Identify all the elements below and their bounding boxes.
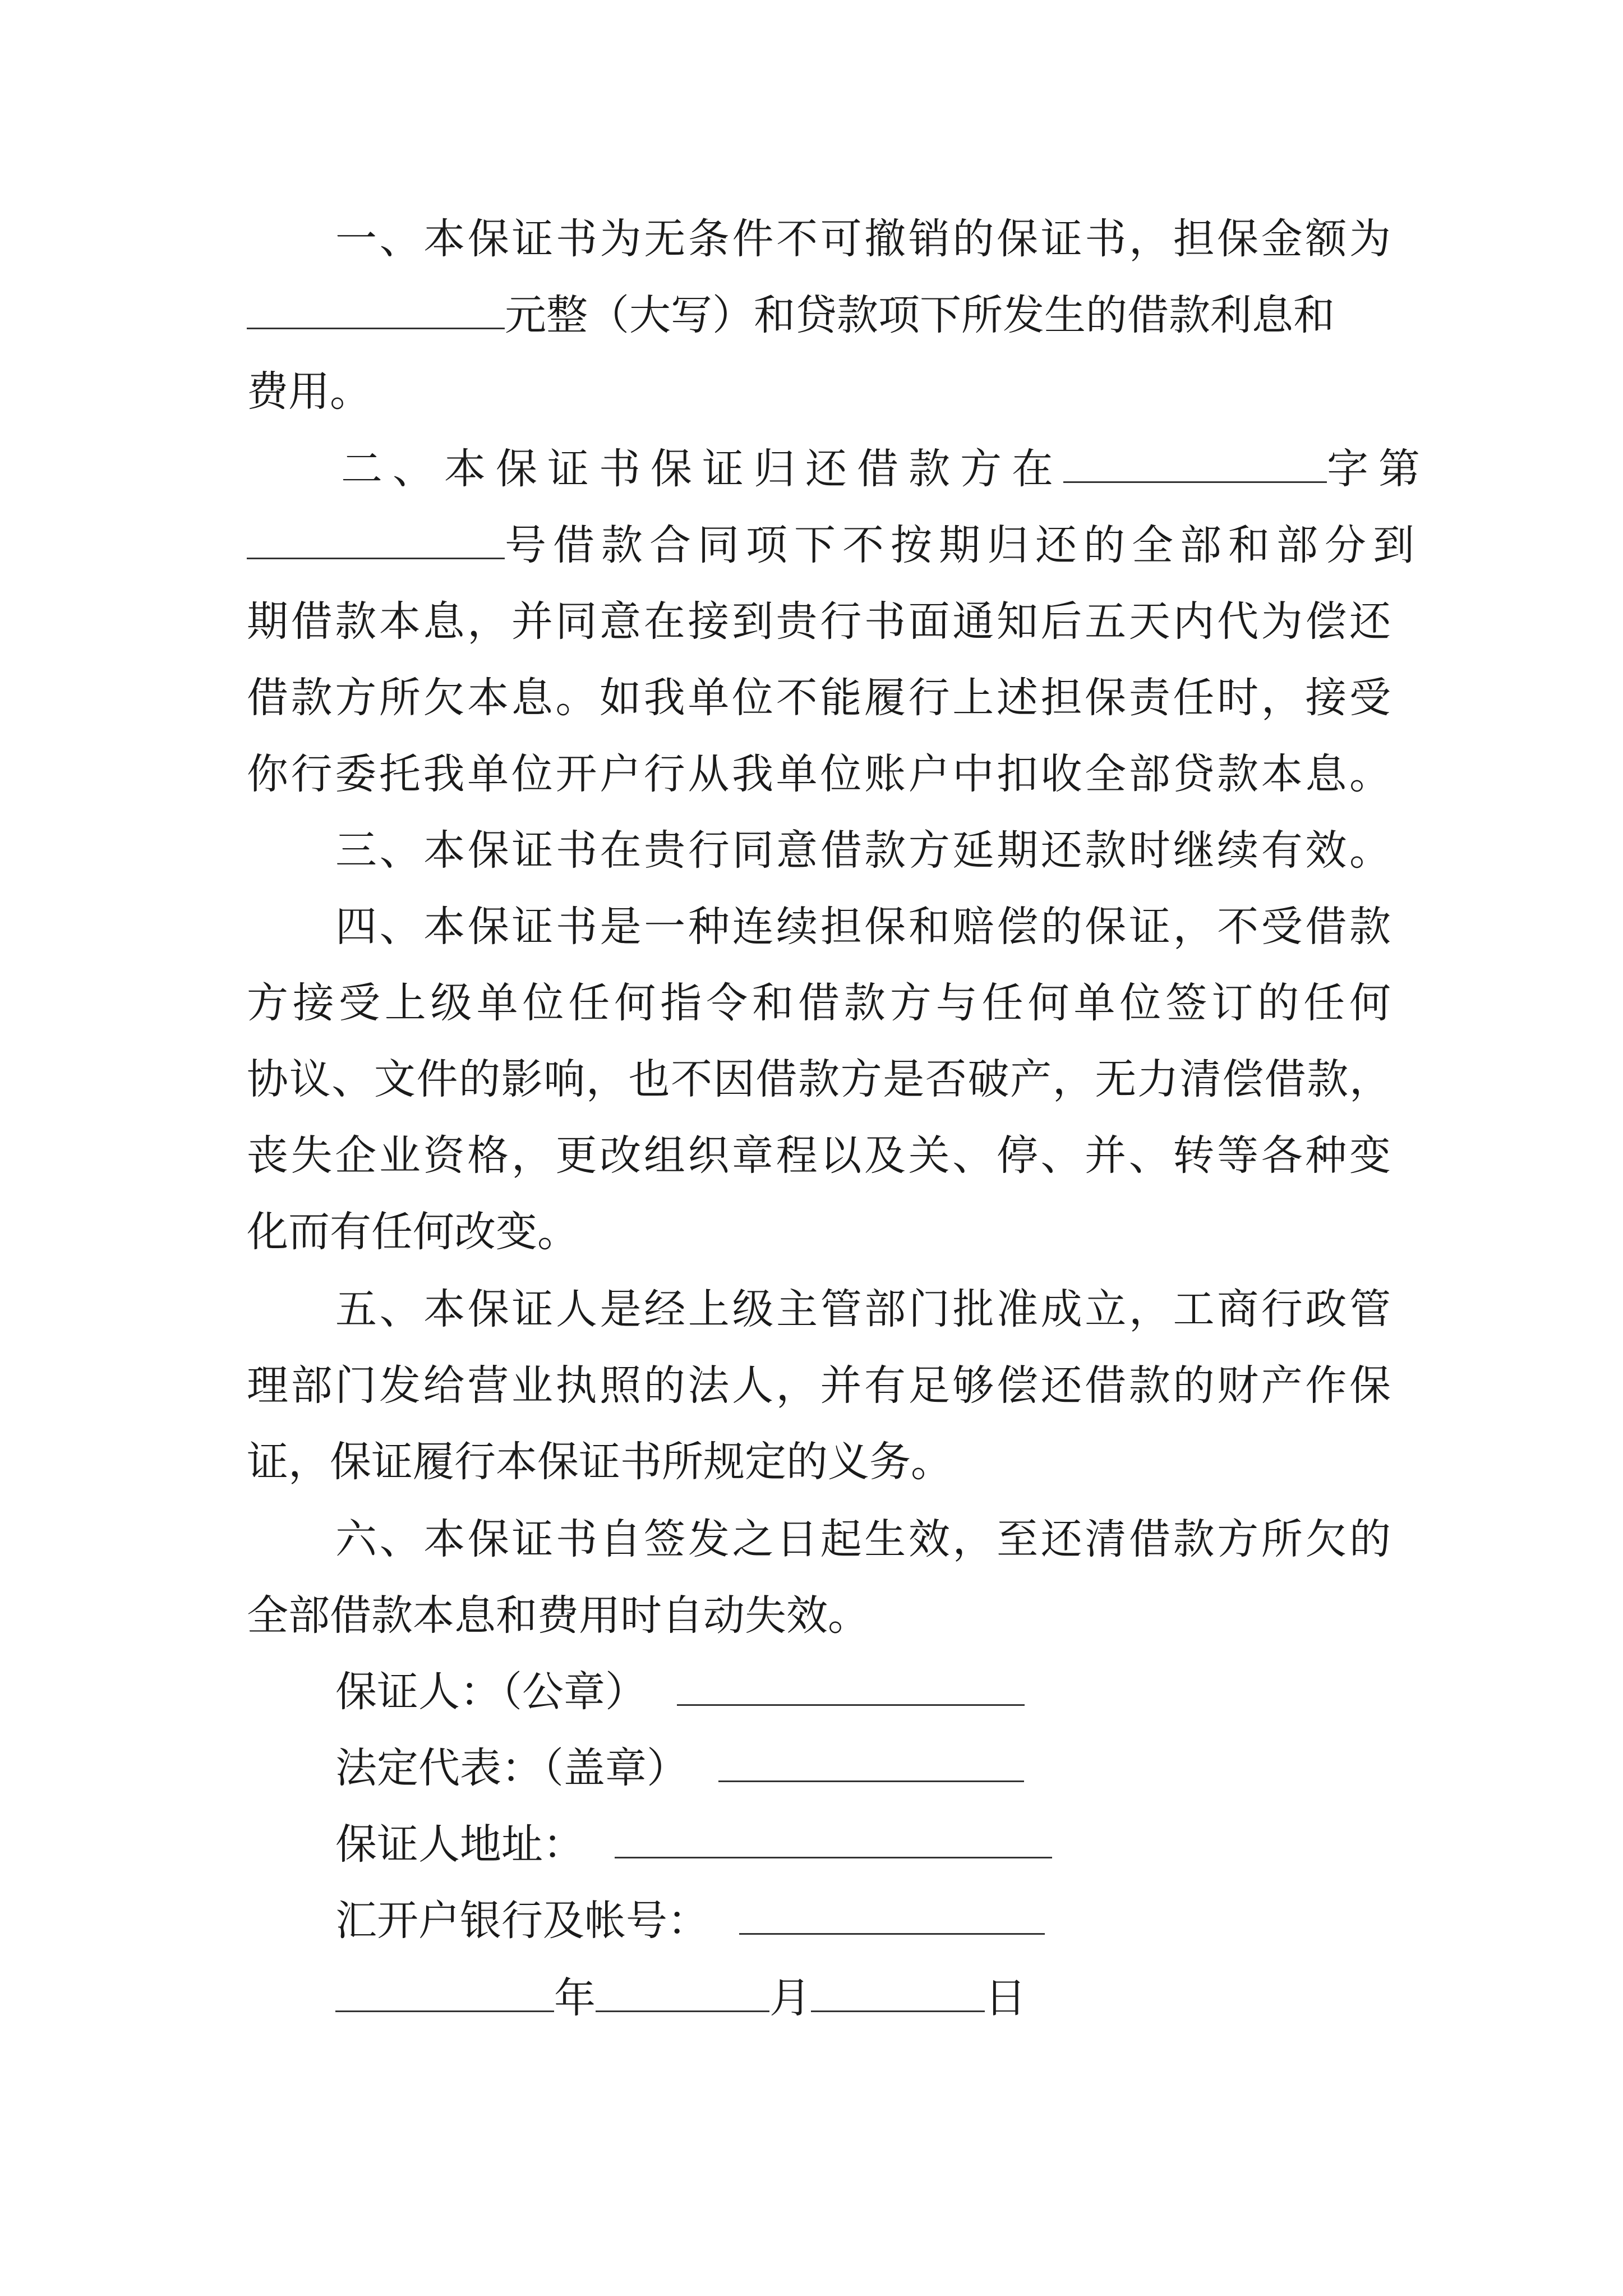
- clause-6-line-2: 全部借款本息和费用时自动失效。: [247, 1591, 869, 1640]
- clause-1-line-1: 一、本保证书为无条件不可撤销的保证书，担保金额为: [335, 215, 1391, 263]
- clause-4-line-2: 方接受上级单位任何指令和借款方与任何单位签订的任何: [247, 979, 1391, 1027]
- clause-2-line-1-text: 二、本保证书保证归还借款方在: [341, 445, 1063, 493]
- guarantor-seal-blank[interactable]: [677, 1668, 1025, 1706]
- clause-5-line-1: 五、本保证人是经上级主管部门批准成立，工商行政管: [335, 1285, 1391, 1333]
- clause-2-line-5: 你行委托我单位开户行从我单位账户中扣收全部贷款本息。: [247, 750, 1391, 798]
- clause-2-line-4: 借款方所欠本息。如我单位不能履行上述担保责任时，接受: [247, 674, 1391, 722]
- day-label: 日: [985, 1974, 1026, 2022]
- year-blank[interactable]: [335, 1975, 554, 2012]
- address-row: [335, 1819, 1052, 1870]
- legal-rep-label: 法定代表：（盖章）: [335, 1744, 688, 1792]
- clause-2-line-2-text: 号借款合同项下不按期归还的全部和部分到: [505, 521, 1421, 569]
- bank-account-blank[interactable]: [739, 1897, 1045, 1935]
- amount-blank[interactable]: [247, 292, 505, 329]
- clause-1-line-2-text: 元整（大写）和贷款项下所发生的借款利息和: [505, 291, 1335, 339]
- contract-number-blank[interactable]: [247, 522, 505, 559]
- address-label: 保证人地址：: [335, 1820, 584, 1869]
- month-label: 月: [769, 1974, 811, 2022]
- guarantor-row: [335, 1666, 1025, 1718]
- day-blank[interactable]: [811, 1975, 985, 2012]
- clause-1-line-2: [247, 289, 1391, 341]
- clause-2-line-2: [247, 519, 1421, 571]
- clause-5-line-3: 证，保证履行本保证书所规定的义务。: [247, 1438, 952, 1486]
- clause-3-line-1: 三、本保证书在贵行同意借款方延期还款时继续有效。: [335, 826, 1391, 875]
- contract-zi-label: 字第: [1327, 445, 1430, 493]
- clause-4-line-4: 丧失企业资格，更改组织章程以及关、停、并、转等各种变: [247, 1131, 1391, 1180]
- legal-rep-row: [335, 1742, 1024, 1794]
- clause-6-line-1: 六、本保证书自签发之日起生效，至还清借款方所欠的: [335, 1515, 1391, 1563]
- legal-rep-seal-blank[interactable]: [718, 1745, 1024, 1782]
- clause-4-line-3: 协议、文件的影响，也不因借款方是否破产，无力清偿借款，: [247, 1055, 1391, 1103]
- clause-4-line-5: 化而有任何改变。: [247, 1208, 579, 1256]
- clause-2-line-3: 期借款本息，并同意在接到贵行书面通知后五天内代为偿还: [247, 597, 1391, 646]
- address-blank[interactable]: [615, 1821, 1052, 1858]
- contract-prefix-blank[interactable]: [1063, 445, 1327, 483]
- guarantor-label: 保证人：（公章）: [335, 1668, 647, 1716]
- clause-2-line-1: [341, 443, 1430, 495]
- clause-4-line-1: 四、本保证书是一种连续担保和赔偿的保证，不受借款: [335, 903, 1391, 951]
- date-row: [335, 1972, 1026, 2024]
- month-blank[interactable]: [596, 1975, 769, 2012]
- bank-account-label: 汇开户银行及帐号：: [335, 1897, 709, 1945]
- clause-1-line-3: 费用。: [247, 367, 371, 416]
- year-label: 年: [554, 1974, 596, 2022]
- clause-5-line-2: 理部门发给营业执照的法人，并有足够偿还借款的财产作保: [247, 1361, 1391, 1410]
- bank-account-row: [335, 1895, 1045, 1947]
